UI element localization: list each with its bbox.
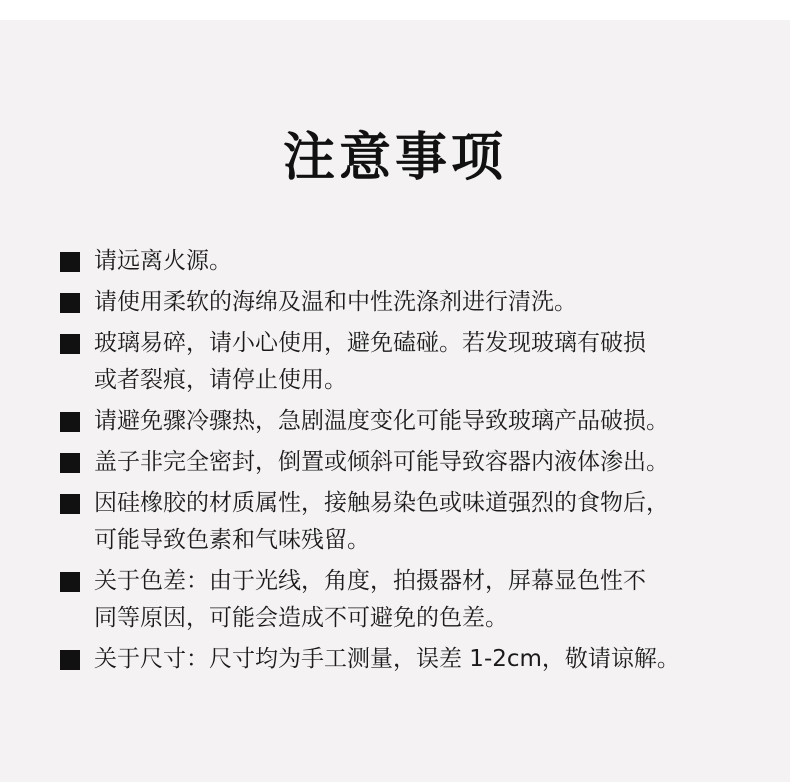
list-item <box>60 641 775 678</box>
list-item-text: 请使用柔软的海绵及温和中性洗涤剂进行清洗。 <box>94 289 577 315</box>
page-title: 注意事项 <box>282 128 507 188</box>
list-item-text: 玻璃易碎，请小心使用，避免磕碰。若发现玻璃有破损 <box>94 330 646 356</box>
list-item <box>60 243 775 280</box>
list-item <box>60 485 775 559</box>
list-item <box>60 284 775 321</box>
list-item-text: 关于色差：由于光线，角度，拍摄器材，屏幕显色性不 <box>94 568 646 594</box>
square-bullet-icon <box>60 572 80 592</box>
list-item-text: 请远离火源。 <box>94 248 232 274</box>
square-bullet-icon <box>60 293 80 313</box>
list-item <box>60 403 775 440</box>
list-item <box>60 563 775 637</box>
list-item-text-continued: 可能导致色素和气味残留。 <box>94 527 370 553</box>
square-bullet-icon <box>60 412 80 432</box>
square-bullet-icon <box>60 453 80 473</box>
list-item-text-continued: 同等原因，可能会造成不可避免的色差。 <box>94 605 508 631</box>
list-item-text-continued: 或者裂痕，请停止使用。 <box>94 367 347 393</box>
notice-card <box>0 20 790 782</box>
list-item <box>60 444 775 481</box>
list-item <box>60 325 775 399</box>
square-bullet-icon <box>60 334 80 354</box>
list-item-text: 因硅橡胶的材质属性，接触易染色或味道强烈的食物后， <box>94 490 669 516</box>
list-item-text: 盖子非完全密封，倒置或倾斜可能导致容器内液体渗出。 <box>94 449 669 475</box>
list-item-text: 请避免骤冷骤热，急剧温度变化可能导致玻璃产品破损。 <box>94 408 669 434</box>
square-bullet-icon <box>60 252 80 272</box>
list-item-text: 关于尺寸：尺寸均为手工测量，误差 1-2cm，敬请谅解。 <box>94 646 680 672</box>
square-bullet-icon <box>60 494 80 514</box>
square-bullet-icon <box>60 650 80 670</box>
notice-list <box>60 243 775 682</box>
